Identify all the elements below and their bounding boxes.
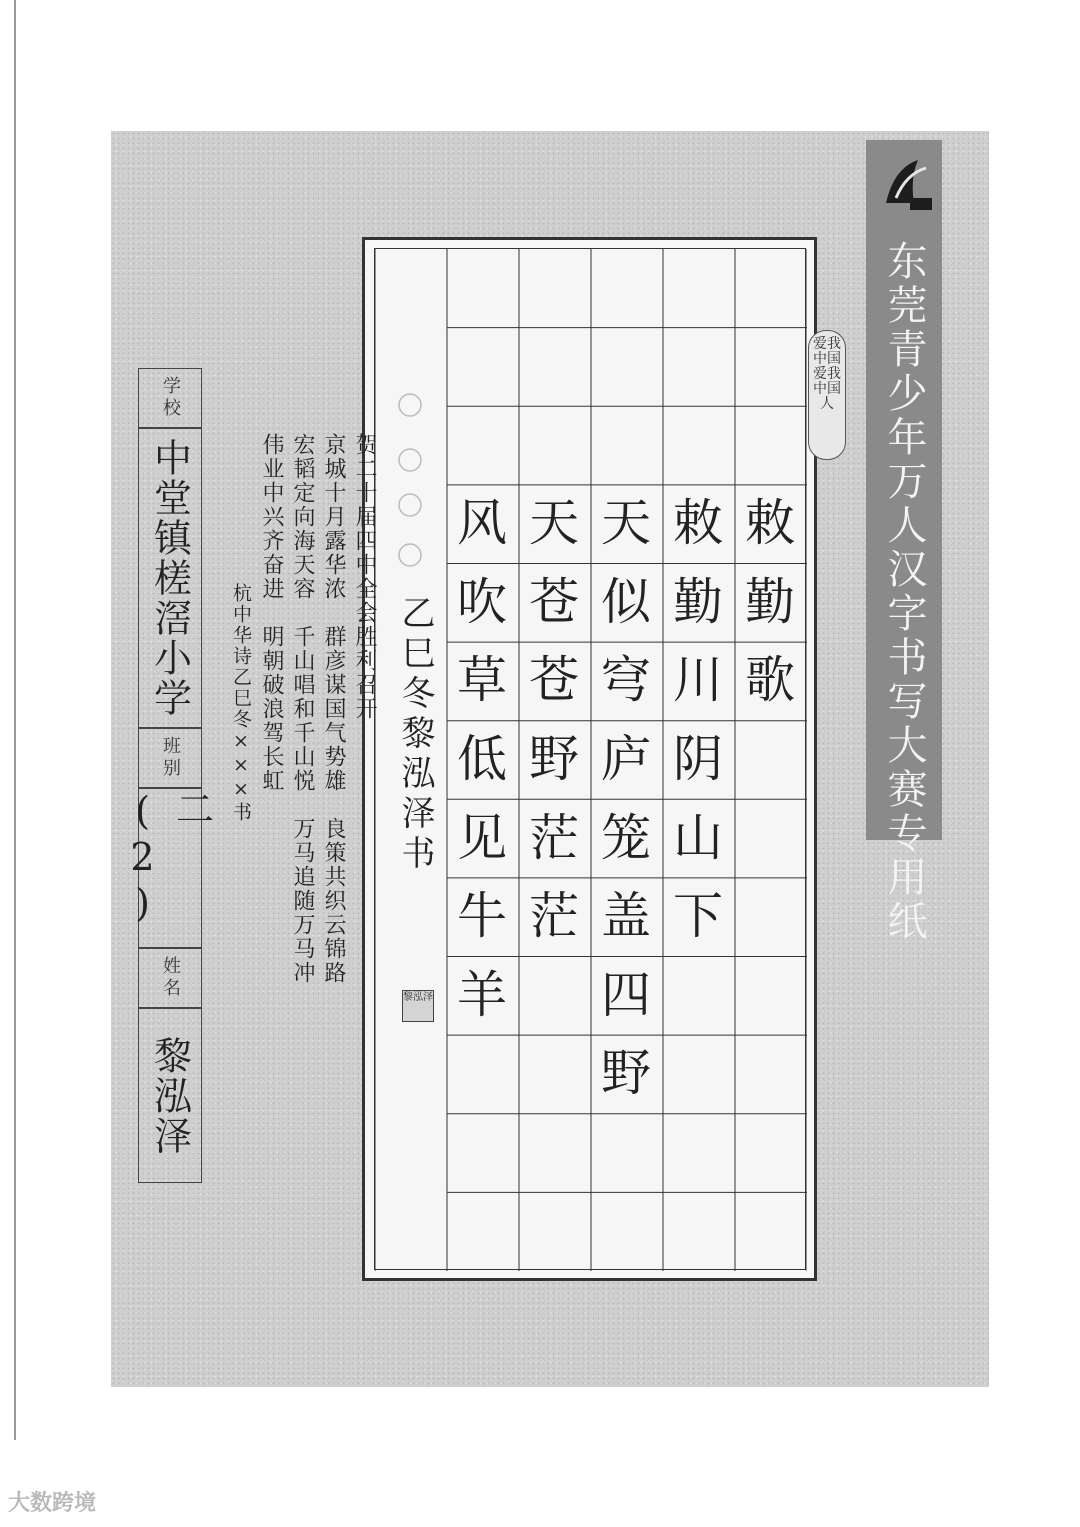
grid-character: 低 bbox=[457, 730, 507, 788]
grid-character: 四 bbox=[601, 965, 651, 1024]
poem-line: 宏韬定向海天容 千山唱和千山悦 万马追随万马冲 bbox=[290, 433, 315, 985]
grid-character: 天 bbox=[529, 494, 579, 553]
grid-character: 似 bbox=[601, 572, 651, 631]
poem-block bbox=[225, 433, 380, 1093]
grid-character: 盖 bbox=[601, 887, 651, 946]
signature-inscription: 乙巳冬黎泓泽书 bbox=[395, 595, 435, 875]
grid-character: 草 bbox=[457, 651, 507, 710]
poem-line: 京城十月露华浓 群彦谋国气势雄 良策共织云锦路 bbox=[321, 433, 346, 985]
grid-character: 牛 bbox=[457, 887, 507, 946]
grid-character: 山 bbox=[673, 808, 723, 867]
grid-character: 下 bbox=[673, 887, 723, 946]
poem-attribution: 杭中华诗乙巳冬×××书 bbox=[230, 583, 252, 823]
name-label: 姓名 bbox=[138, 948, 202, 1008]
grid-character: 茫 bbox=[529, 887, 579, 946]
grid-character: 茫 bbox=[529, 808, 579, 867]
grid-character: 敕 bbox=[673, 494, 723, 553]
grid-character: 羊 bbox=[457, 965, 507, 1024]
contest-logo bbox=[866, 148, 942, 218]
grid-character: 庐 bbox=[601, 730, 651, 788]
class-label: 班别 bbox=[138, 728, 202, 788]
poem-line: 伟业中兴齐奋进 明朝破浪驾长虹 bbox=[259, 433, 284, 793]
grid-character: 吹 bbox=[457, 572, 507, 631]
grid-character: 风 bbox=[457, 494, 507, 553]
grid-character: 野 bbox=[601, 1044, 651, 1103]
decorative-circles bbox=[396, 385, 426, 585]
writing-grid bbox=[374, 248, 806, 1270]
name-value: 黎泓泽 bbox=[138, 1008, 202, 1183]
name-seal-stamp: 黎泓泽 bbox=[402, 990, 434, 1022]
watermark-footer: 大数跨境 bbox=[8, 1491, 97, 1516]
grid-character: 阴 bbox=[673, 730, 723, 788]
grid-character: 川 bbox=[673, 651, 723, 710]
grid-character: 勤 bbox=[745, 572, 795, 631]
grid-character: 苍 bbox=[529, 651, 579, 710]
grid-character: 穹 bbox=[601, 651, 651, 710]
grid-character: 野 bbox=[529, 730, 579, 788]
school-label: 学校 bbox=[138, 368, 202, 428]
grid-character: 歌 bbox=[745, 651, 795, 710]
grid-character: 苍 bbox=[529, 572, 579, 631]
contest-title: 东莞青少年万人汉字书写大赛专用纸 bbox=[881, 240, 927, 944]
seal-stamp-right: 爱我中国 爱我中国人 bbox=[808, 330, 846, 460]
school-value: 中堂镇槎滘小学 bbox=[138, 428, 202, 728]
grid-character: 天 bbox=[601, 494, 651, 553]
page-edge-line bbox=[14, 0, 16, 1440]
poem-title: 贺二十届四中全会胜利召开 bbox=[352, 433, 377, 721]
grid-character: 勤 bbox=[673, 572, 723, 631]
grid-character: 敕 bbox=[745, 494, 795, 553]
class-value: 二(2) bbox=[138, 788, 202, 948]
grid-character: 笼 bbox=[601, 808, 651, 867]
grid-character: 见 bbox=[457, 808, 507, 867]
